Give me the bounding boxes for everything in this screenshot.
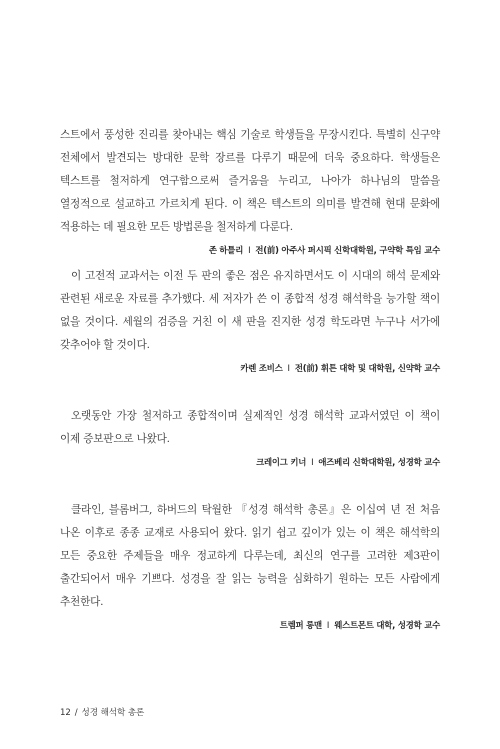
page-footer [60,706,144,718]
endorsement-text: 오랫동안 가장 철저하고 종합적이며 실제적인 성경 해석학 교과서였던 이 책이 이제 증보판으로 나왔다. [60,410,440,445]
endorsement-4 [60,499,440,632]
endorser-role: 애즈베리 신학대학원, 성경학 교수 [318,457,440,467]
endorsement-3 [60,405,440,469]
attribution-separator: I [311,457,314,467]
endorsement-text: 스트에서 풍성한 진리를 찾아내는 핵심 기술로 학생들을 무장시킨다. 특별히 신구약 전체에서 발견되는 방대한 문학 장르를 다루기 때문에 더욱 중요하다. 학생들은 텍스트를 철저하게 연구함으로써 즐거움을 누리고, 나아가 하나님의 말씀을 열정적으로 설교하고 가르치게 된다. 이 책은 텍스트의 의미를 발견해 현대 문화에 적용하는 데 필요한 모든 방법론을 철저하게 다룬다. [60,129,440,233]
endorser-role: 전(前) 아주사 퍼시픽 신학대학원, 구약학 특임 교수 [255,245,440,255]
endorser-role: 웨스트몬트 대학, 성경학 교수 [334,620,440,630]
endorsement-attribution [60,243,440,257]
attribution-separator: I [248,245,251,255]
endorsement-attribution [60,618,440,632]
endorser-name: 크레이그 키너 [256,457,307,467]
endorsement-text: 이 고전적 교과서는 이전 두 판의 좋은 점은 유지하면서도 이 시대의 해석 문제와 관련된 새로운 자료를 추가했다. 세 저자가 쓴 이 종합적 성경 해석학을 능가할 책이 없을 것이다. 세월의 검증을 거친 이 새 판을 진지한 성경 학도라면 누구나 서가에 갖추어야 할 것이다. [60,270,440,351]
endorser-role: 전(前) 휘튼 대학 및 대학원, 신약학 교수 [294,363,440,373]
endorsement-2 [60,265,440,375]
endorsement-attribution [60,455,440,469]
endorsement-text: 클라인, 블롬버그, 하버드의 탁월한 『성경 해석학 총론』은 이십여 년 전 처음 나온 이후로 종종 교재로 사용되어 왔다. 읽기 쉽고 깊이가 있는 이 책은 해석학의 모든 중요한 주제들을 매우 정교하게 다루는데, 최신의 연구를 고려한 제3판이 출간되어서 매우 기쁘다. 성경을 잘 읽는 능력을 심화하기 원하는 모든 사람에게 추천한다. [60,504,440,608]
endorser-name: 존 하틀리 [208,245,244,255]
running-title: 성경 해석학 총론 [81,708,145,718]
page-number: 12 [60,708,71,718]
footer-separator: / [74,708,78,718]
endorsement-1 [60,124,440,257]
attribution-separator: I [287,363,290,373]
attribution-separator: I [326,620,330,630]
endorser-name: 카렌 조비스 [240,363,283,373]
endorsement-attribution [60,361,440,375]
endorser-name: 트렘퍼 롱맨 [279,620,322,630]
